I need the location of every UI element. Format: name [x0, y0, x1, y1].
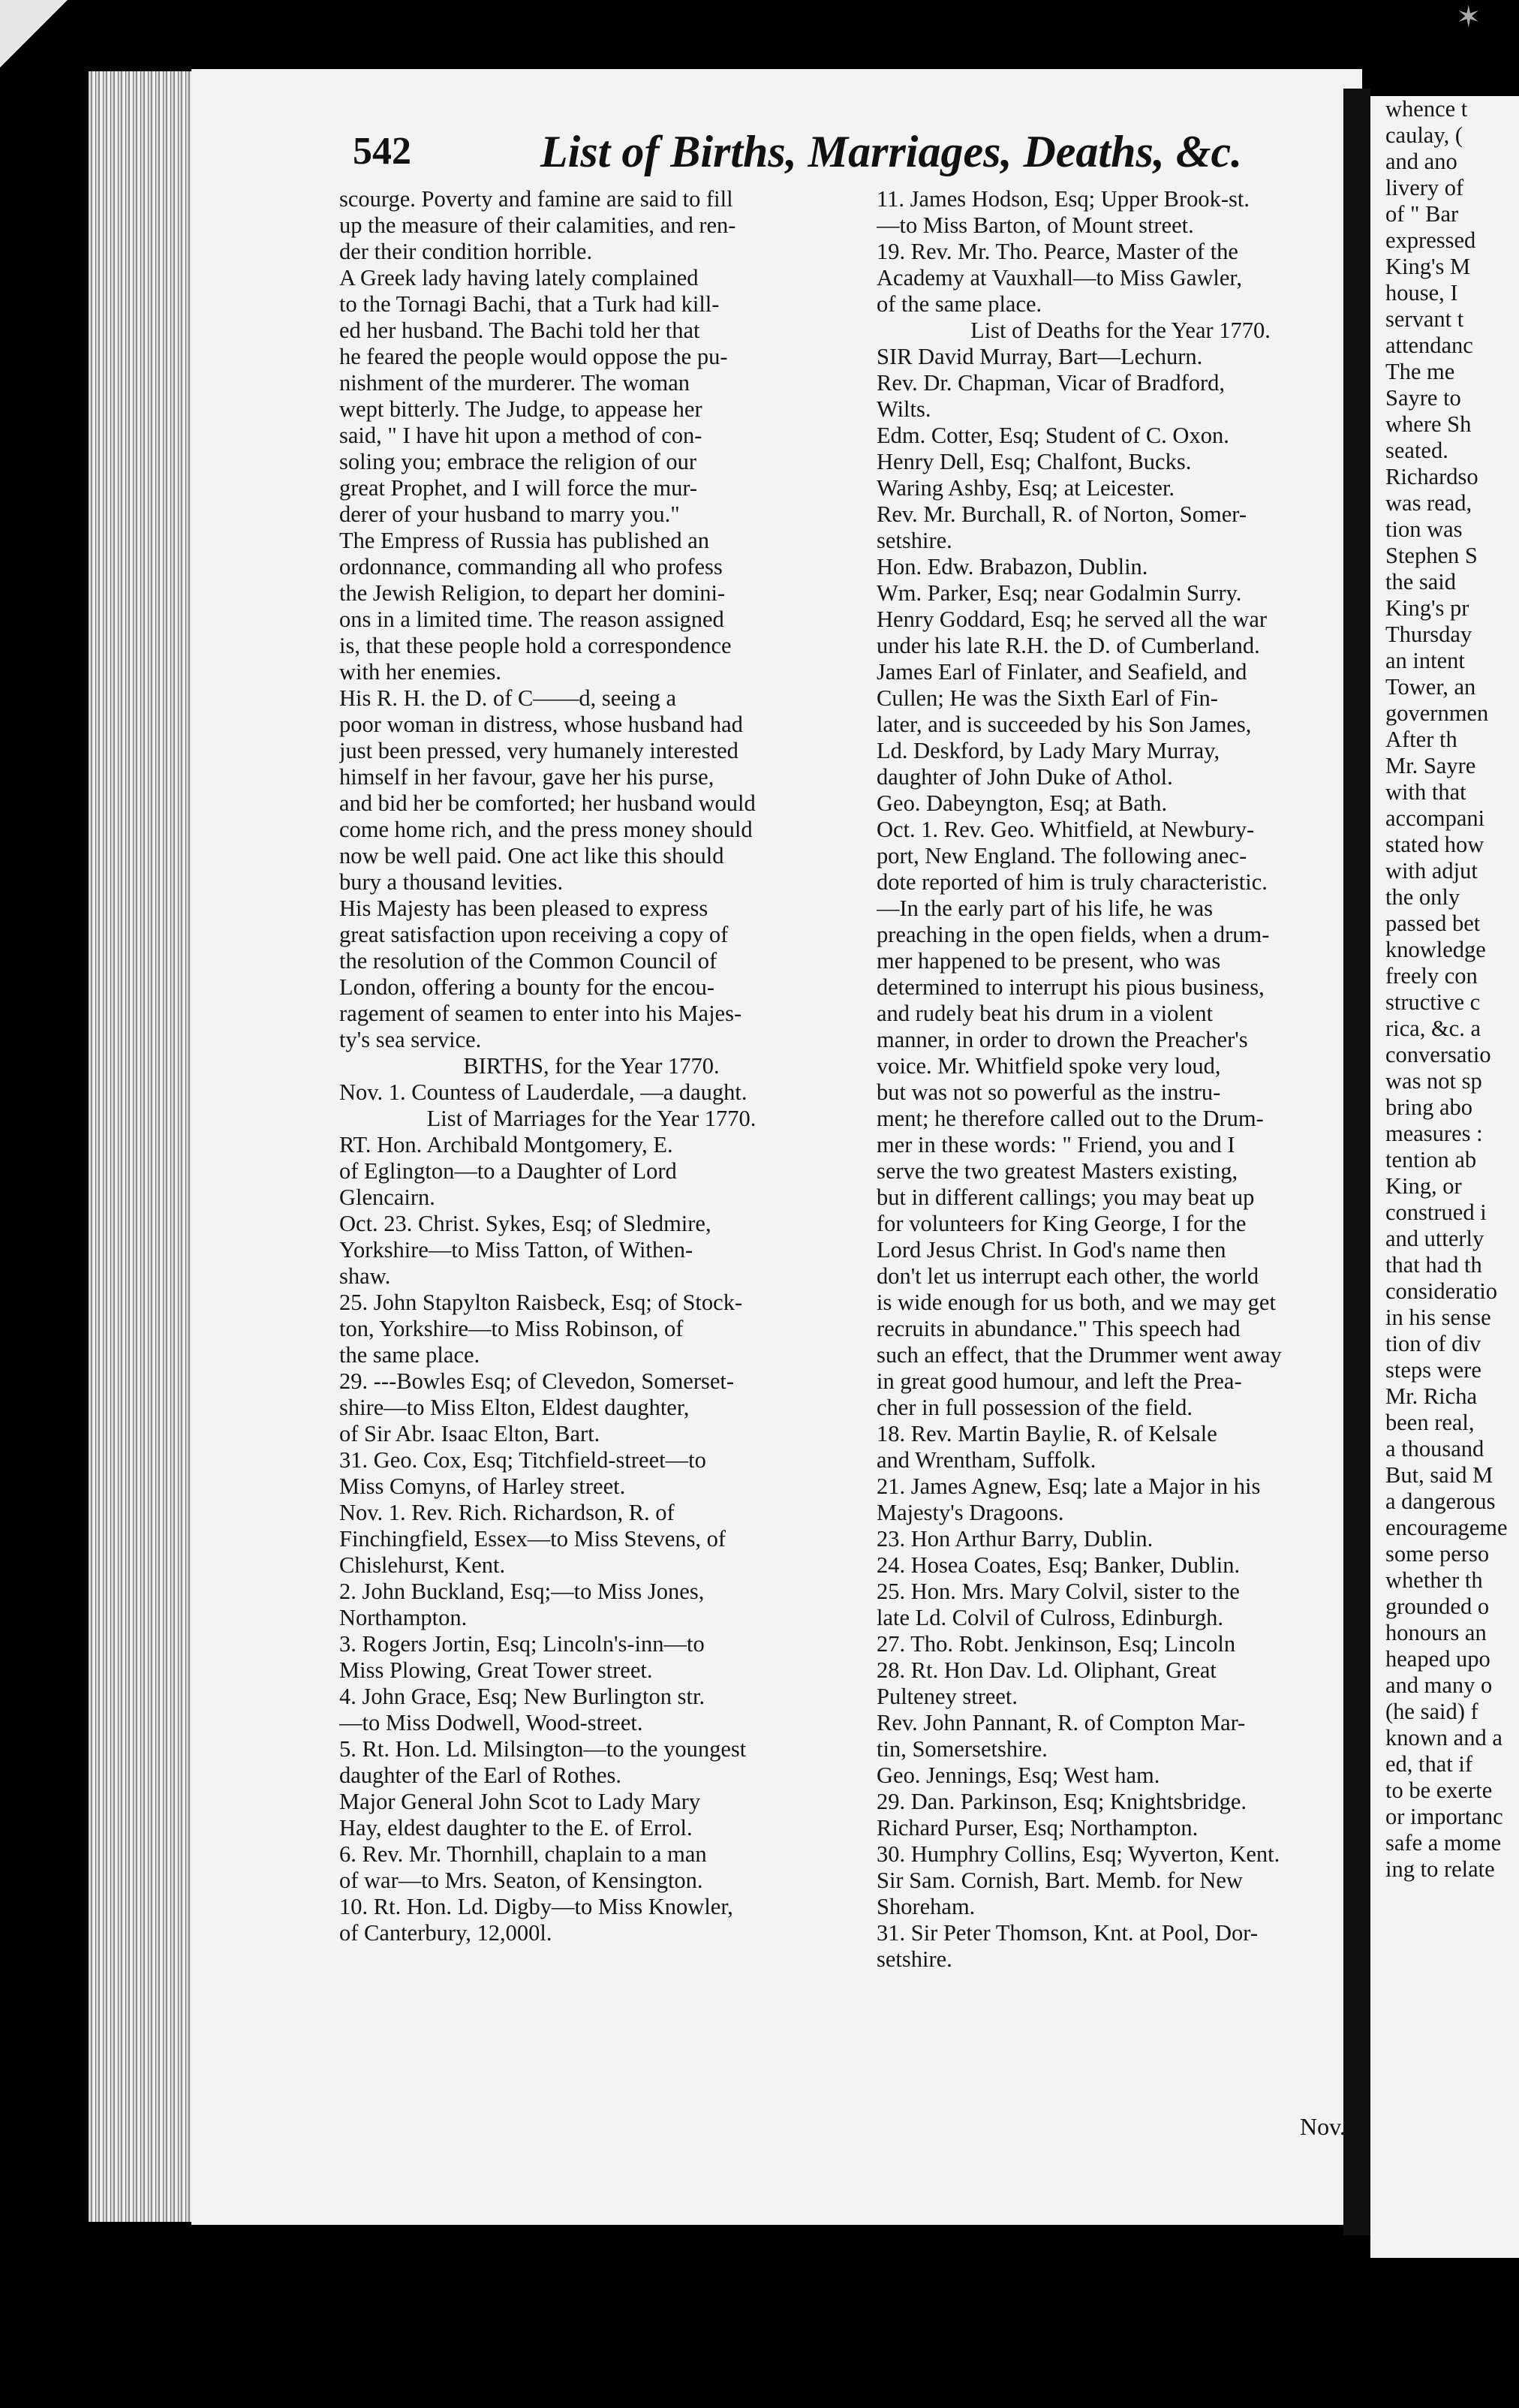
text-line: ty's sea service. [339, 1027, 482, 1052]
text-line: of Eglington—to a Daughter of Lord [339, 1158, 677, 1184]
text-line: encourageme [1385, 1515, 1508, 1540]
text-line: just been pressed, very humanely interested [339, 738, 738, 763]
text-line: Rev. Dr. Chapman, Vicar of Bradford, [877, 370, 1226, 396]
text-line: the Jewish Religion, to depart her domini- [339, 580, 726, 606]
text-line: tion of div [1385, 1331, 1481, 1356]
text-line: 30. Humphry Collins, Esq; Wyverton, Kent. [877, 1841, 1280, 1867]
text-line: honours an [1385, 1620, 1487, 1645]
text-line: ons in a limited time. The reason assigned [339, 607, 724, 632]
text-line: 3. Rogers Jortin, Esq; Lincoln's-inn—to [339, 1631, 705, 1657]
text-line: —to Miss Dodwell, Wood-street. [339, 1710, 643, 1735]
text-line: and utterly [1385, 1226, 1484, 1251]
text-line: Henry Goddard, Esq; he served all the war [877, 607, 1268, 632]
text-line: Miss Comyns, of Harley street. [339, 1473, 626, 1499]
text-line: livery of [1385, 175, 1464, 200]
text-line: 5. Rt. Hon. Ld. Milsington—to the youngest [339, 1736, 747, 1762]
text-line: serve the two greatest Masters existing, [877, 1158, 1238, 1184]
text-line: 6. Rev. Mr. Thornhill, chaplain to a man [339, 1841, 707, 1867]
text-line: 21. James Agnew, Esq; late a Major in his [877, 1473, 1261, 1499]
text-line: caulay, ( [1385, 122, 1463, 148]
text-line: RT. Hon. Archibald Montgomery, E. [339, 1132, 673, 1157]
text-line: with that [1385, 779, 1466, 805]
text-line: great satisfaction upon receiving a copy of [339, 922, 729, 947]
text-line: Thursday [1385, 622, 1472, 647]
text-line: grounded o [1385, 1594, 1490, 1619]
text-line: conversatio [1385, 1042, 1491, 1067]
text-line: After th [1385, 727, 1457, 752]
text-line: bring abo [1385, 1094, 1473, 1120]
text-line: accompani [1385, 805, 1485, 831]
text-line: derer of your husband to marry you." [339, 501, 680, 527]
text-line: 4. John Grace, Esq; New Burlington str. [339, 1684, 705, 1709]
text-line: to the Tornagi Bachi, that a Turk had kill- [339, 291, 720, 317]
page-number: 542 [353, 130, 411, 173]
text-line: come home rich, and the press money should [339, 817, 753, 842]
text-line: a thousand [1385, 1436, 1484, 1461]
text-line: scourge. Poverty and famine are said to fill [339, 186, 733, 212]
text-line: structive c [1385, 989, 1481, 1015]
text-line: Richardso [1385, 464, 1478, 489]
text-line: governmen [1385, 700, 1489, 726]
text-line: he feared the people would oppose the pu- [339, 344, 728, 369]
text-line: that had th [1385, 1252, 1482, 1278]
text-line: for volunteers for King George, I for the [877, 1211, 1247, 1236]
text-line: mer happened to be present, who was [877, 948, 1221, 974]
text-line: in great good humour, and left the Prea- [877, 1368, 1242, 1394]
text-line: Majesty's Dragoons. [877, 1500, 1064, 1525]
text-line: The me [1385, 359, 1455, 384]
text-line: now be well paid. One act like this should [339, 843, 724, 868]
text-line: Oct. 1. Rev. Geo. Whitfield, at Newbury- [877, 817, 1255, 842]
catchword: Nov. [1300, 2113, 1346, 2140]
text-line: wept bitterly. The Judge, to appease her [339, 396, 702, 422]
text-line: Miss Plowing, Great Tower street. [339, 1657, 653, 1683]
text-line: ed, that if [1385, 1751, 1473, 1777]
text-line: recruits in abundance." This speech had [877, 1316, 1241, 1341]
text-line: Glencairn. [339, 1184, 435, 1210]
text-line: an intent [1385, 648, 1465, 673]
text-line: Chislehurst, Kent. [339, 1552, 506, 1578]
text-line: port, New England. The following anec- [877, 843, 1247, 868]
text-line: the same place. [339, 1342, 480, 1368]
text-line: determined to interrupt his pious business, [877, 974, 1265, 1000]
text-line: rica, &c. a [1385, 1016, 1481, 1041]
page-corner-fold [0, 0, 68, 68]
text-line: Waring Ashby, Esq; at Leicester. [877, 475, 1175, 501]
text-line: expressed [1385, 227, 1476, 253]
text-line: and many o [1385, 1672, 1493, 1698]
text-line: tion was [1385, 516, 1463, 542]
text-line: King's pr [1385, 595, 1469, 621]
text-line: Rev. John Pannant, R. of Compton Mar- [877, 1710, 1246, 1735]
text-line: knowledge [1385, 937, 1486, 962]
text-line: List of Marriages for the Year 1770. [426, 1106, 756, 1131]
text-line: Wilts. [877, 396, 931, 422]
right-page-column [1370, 96, 1519, 1883]
text-line: Mr. Sayre [1385, 753, 1476, 778]
text-line: was not sp [1385, 1068, 1482, 1094]
text-line: the said [1385, 569, 1457, 594]
text-line: 10. Rt. Hon. Ld. Digby—to Miss Knowler, [339, 1894, 733, 1919]
text-line: ton, Yorkshire—to Miss Robinson, of [339, 1316, 684, 1341]
text-line: SIR David Murray, Bart—Lechurn. [877, 344, 1203, 369]
text-line: Nov. 1. Countess of Lauderdale, —a daught. [339, 1079, 747, 1105]
middle-text-column [877, 186, 1364, 1973]
text-line: daughter of John Duke of Athol. [877, 764, 1173, 790]
text-line: with adjut [1385, 858, 1478, 883]
text-line: Yorkshire—to Miss Tatton, of Withen- [339, 1237, 693, 1263]
text-line: Richard Purser, Esq; Northampton. [877, 1815, 1199, 1841]
text-line: tention ab [1385, 1147, 1477, 1172]
text-line: Nov. 1. Rev. Rich. Richardson, R. of [339, 1500, 675, 1525]
text-line: seated. [1385, 438, 1448, 463]
text-line: and ano [1385, 149, 1457, 174]
text-line: Academy at Vauxhall—to Miss Gawler, [877, 265, 1242, 290]
text-line: of the same place. [877, 291, 1042, 317]
text-line: Hay, eldest daughter to the E. of Errol. [339, 1815, 693, 1841]
text-line: Henry Dell, Esq; Chalfont, Bucks. [877, 449, 1192, 474]
text-line: mer in these words: " Friend, you and I [877, 1132, 1235, 1157]
text-line: 11. James Hodson, Esq; Upper Brook-st. [877, 186, 1250, 212]
text-line: late Ld. Colvil of Culross, Edinburgh. [877, 1605, 1223, 1630]
text-line: steps were [1385, 1357, 1481, 1383]
text-line: cher in full possession of the field. [877, 1395, 1193, 1420]
text-line: Sayre to [1385, 385, 1461, 411]
text-line: known and a [1385, 1725, 1502, 1750]
text-line: and rudely beat his drum in a violent [877, 1001, 1214, 1026]
text-line: Oct. 23. Christ. Sykes, Esq; of Sledmire, [339, 1211, 711, 1236]
text-line: voice. Mr. Whitfield spoke very loud, [877, 1053, 1221, 1079]
text-line: 31. Geo. Cox, Esq; Titchfield-street—to [339, 1447, 706, 1473]
text-line: himself in her favour, gave her his purse, [339, 764, 714, 790]
text-line: King's M [1385, 254, 1471, 279]
text-line: 29. ---Bowles Esq; of Clevedon, Somerset- [339, 1368, 735, 1394]
text-line: a dangerous [1385, 1488, 1496, 1514]
text-line: of Canterbury, 12,000l. [339, 1920, 552, 1946]
text-line: Finchingfield, Essex—to Miss Stevens, of [339, 1526, 726, 1552]
text-line: preaching in the open fields, when a drum- [877, 922, 1270, 947]
text-line: with her enemies. [339, 659, 501, 685]
text-line: passed bet [1385, 911, 1481, 936]
torn-paper-corner: ✶ [1456, 0, 1481, 35]
stacked-page-edges [89, 71, 203, 2222]
text-line: Major General John Scot to Lady Mary [339, 1789, 701, 1814]
text-line: BIRTHS, for the Year 1770. [463, 1053, 720, 1079]
text-line: List of Deaths for the Year 1770. [970, 318, 1271, 343]
text-line: 19. Rev. Mr. Tho. Pearce, Master of the [877, 239, 1238, 264]
text-line: His Majesty has been pleased to express [339, 895, 708, 921]
text-line: was read, [1385, 490, 1472, 516]
text-line: Shoreham. [877, 1894, 976, 1919]
text-line: tin, Somersetshire. [877, 1736, 1048, 1762]
text-line: —to Miss Barton, of Mount street. [877, 212, 1194, 238]
text-line: setshire. [877, 528, 952, 553]
text-line: whether th [1385, 1567, 1483, 1593]
text-line: (he said) f [1385, 1699, 1478, 1724]
text-line: Northampton. [339, 1605, 468, 1630]
text-line: is wide enough for us both, and we may get [877, 1290, 1276, 1315]
text-line: 25. John Stapylton Raisbeck, Esq; of Stock- [339, 1290, 743, 1315]
text-line: ment; he therefore called out to the Drum- [877, 1106, 1264, 1131]
text-line: Stephen S [1385, 543, 1478, 568]
text-line: A Greek lady having lately complained [339, 265, 699, 290]
page-header [353, 126, 1343, 186]
text-line: is, that these people hold a correspondence [339, 633, 732, 658]
text-line: James Earl of Finlater, and Seafield, and [877, 659, 1247, 685]
text-line: Geo. Dabeyngton, Esq; at Bath. [877, 790, 1168, 816]
text-line: 18. Rev. Martin Baylie, R. of Kelsale [877, 1421, 1217, 1446]
text-line: His R. H. the D. of C——d, seeing a [339, 685, 676, 711]
text-line: der their condition horrible. [339, 239, 593, 264]
text-line: 28. Rt. Hon Dav. Ld. Oliphant, Great [877, 1657, 1217, 1683]
text-line: ordonnance, commanding all who profess [339, 554, 723, 579]
text-line: ed her husband. The Bachi told her that [339, 318, 700, 343]
text-line: of Sir Abr. Isaac Elton, Bart. [339, 1421, 600, 1446]
text-line: 29. Dan. Parkinson, Esq; Knightsbridge. [877, 1789, 1247, 1814]
text-line: said, " I have hit upon a method of con- [339, 423, 702, 448]
text-line: daughter of the Earl of Rothes. [339, 1762, 622, 1788]
text-line: 24. Hosea Coates, Esq; Banker, Dublin. [877, 1552, 1241, 1578]
text-line: great Prophet, and I will force the mur- [339, 475, 698, 501]
text-line: to be exerte [1385, 1777, 1493, 1803]
text-line: 27. Tho. Robt. Jenkinson, Esq; Lincoln [877, 1631, 1236, 1657]
text-line: Mr. Richa [1385, 1383, 1477, 1409]
text-line: King, or [1385, 1173, 1462, 1199]
text-line: London, offering a bounty for the encou- [339, 974, 715, 1000]
text-line: under his late R.H. the D. of Cumberland. [877, 633, 1260, 658]
text-line: and bid her be comforted; her husband would [339, 790, 756, 816]
text-line: 31. Sir Peter Thomson, Knt. at Pool, Dor- [877, 1920, 1258, 1946]
text-line: been real, [1385, 1410, 1475, 1435]
text-line: But, said M [1385, 1462, 1493, 1488]
text-line: attendanc [1385, 333, 1473, 358]
text-line: Sir Sam. Cornish, Bart. Memb. for New [877, 1868, 1243, 1893]
text-line: poor woman in distress, whose husband had [339, 712, 743, 737]
text-line: but in different callings; you may beat up [877, 1184, 1255, 1210]
text-line: measures : [1385, 1121, 1483, 1146]
text-line: Cullen; He was the Sixth Earl of Fin- [877, 685, 1218, 711]
text-line: Edm. Cotter, Esq; Student of C. Oxon. [877, 423, 1229, 448]
text-line: Pulteney street. [877, 1684, 1018, 1709]
text-line: Ld. Deskford, by Lady Mary Murray, [877, 738, 1220, 763]
text-line: in his sense [1385, 1305, 1491, 1330]
text-line: servant t [1385, 306, 1464, 332]
text-line: soling you; embrace the religion of our [339, 449, 697, 474]
text-line: nishment of the murderer. The woman [339, 370, 690, 396]
text-line: up the measure of their calamities, and ren- [339, 212, 736, 238]
left-text-column [339, 186, 844, 1946]
text-line: house, I [1385, 280, 1458, 306]
text-line: —In the early part of his life, he was [877, 895, 1214, 921]
text-line: ragement of seamen to enter into his Majes- [339, 1001, 742, 1026]
text-line: later, and is succeeded by his Son James, [877, 712, 1252, 737]
text-line: bury a thousand levities. [339, 869, 564, 895]
text-line: manner, in order to drown the Preacher's [877, 1027, 1248, 1052]
text-line: Hon. Edw. Brabazon, Dublin. [877, 554, 1148, 579]
text-line: don't let us interrupt each other, the world [877, 1263, 1259, 1289]
text-line: but was not so powerful as the instru- [877, 1079, 1221, 1105]
text-line: 25. Hon. Mrs. Mary Colvil, sister to the [877, 1579, 1240, 1604]
text-line: Lord Jesus Christ. In God's name then [877, 1237, 1226, 1263]
text-line: shire—to Miss Elton, Eldest daughter, [339, 1395, 690, 1420]
text-line: and Wrentham, Suffolk. [877, 1447, 1096, 1473]
text-line: The Empress of Russia has published an [339, 528, 710, 553]
text-line: such an effect, that the Drummer went away [877, 1342, 1282, 1368]
text-line: heaped upo [1385, 1646, 1490, 1672]
text-line: Geo. Jennings, Esq; West ham. [877, 1762, 1160, 1788]
text-line: where Sh [1385, 411, 1472, 437]
text-line: whence t [1385, 96, 1468, 122]
text-line: the only [1385, 884, 1460, 910]
text-line: 23. Hon Arthur Barry, Dublin. [877, 1526, 1154, 1552]
text-line: dote reported of him is truly characteristic. [877, 869, 1268, 895]
text-line: consideratio [1385, 1278, 1498, 1304]
text-line: of " Bar [1385, 201, 1459, 227]
text-line: Rev. Mr. Burchall, R. of Norton, Somer- [877, 501, 1247, 527]
text-line: setshire. [877, 1946, 952, 1972]
text-line: or importanc [1385, 1804, 1503, 1829]
text-line: Tower, an [1385, 674, 1476, 700]
text-line: Wm. Parker, Esq; near Godalmin Surry. [877, 580, 1242, 606]
text-line: 2. John Buckland, Esq;—to Miss Jones, [339, 1579, 705, 1604]
running-title: List of Births, Marriages, Deaths, &c. [540, 127, 1243, 176]
text-line: freely con [1385, 963, 1478, 989]
text-line: safe a mome [1385, 1830, 1502, 1856]
right-page [1370, 96, 1519, 2258]
text-line: ing to relate [1385, 1856, 1495, 1882]
text-line: the resolution of the Common Council of [339, 948, 717, 974]
text-line: of war—to Mrs. Seaton, of Kensington. [339, 1868, 703, 1893]
text-line: some perso [1385, 1541, 1490, 1567]
text-line: stated how [1385, 832, 1484, 857]
text-line: construed i [1385, 1199, 1487, 1225]
text-line: shaw. [339, 1263, 391, 1289]
